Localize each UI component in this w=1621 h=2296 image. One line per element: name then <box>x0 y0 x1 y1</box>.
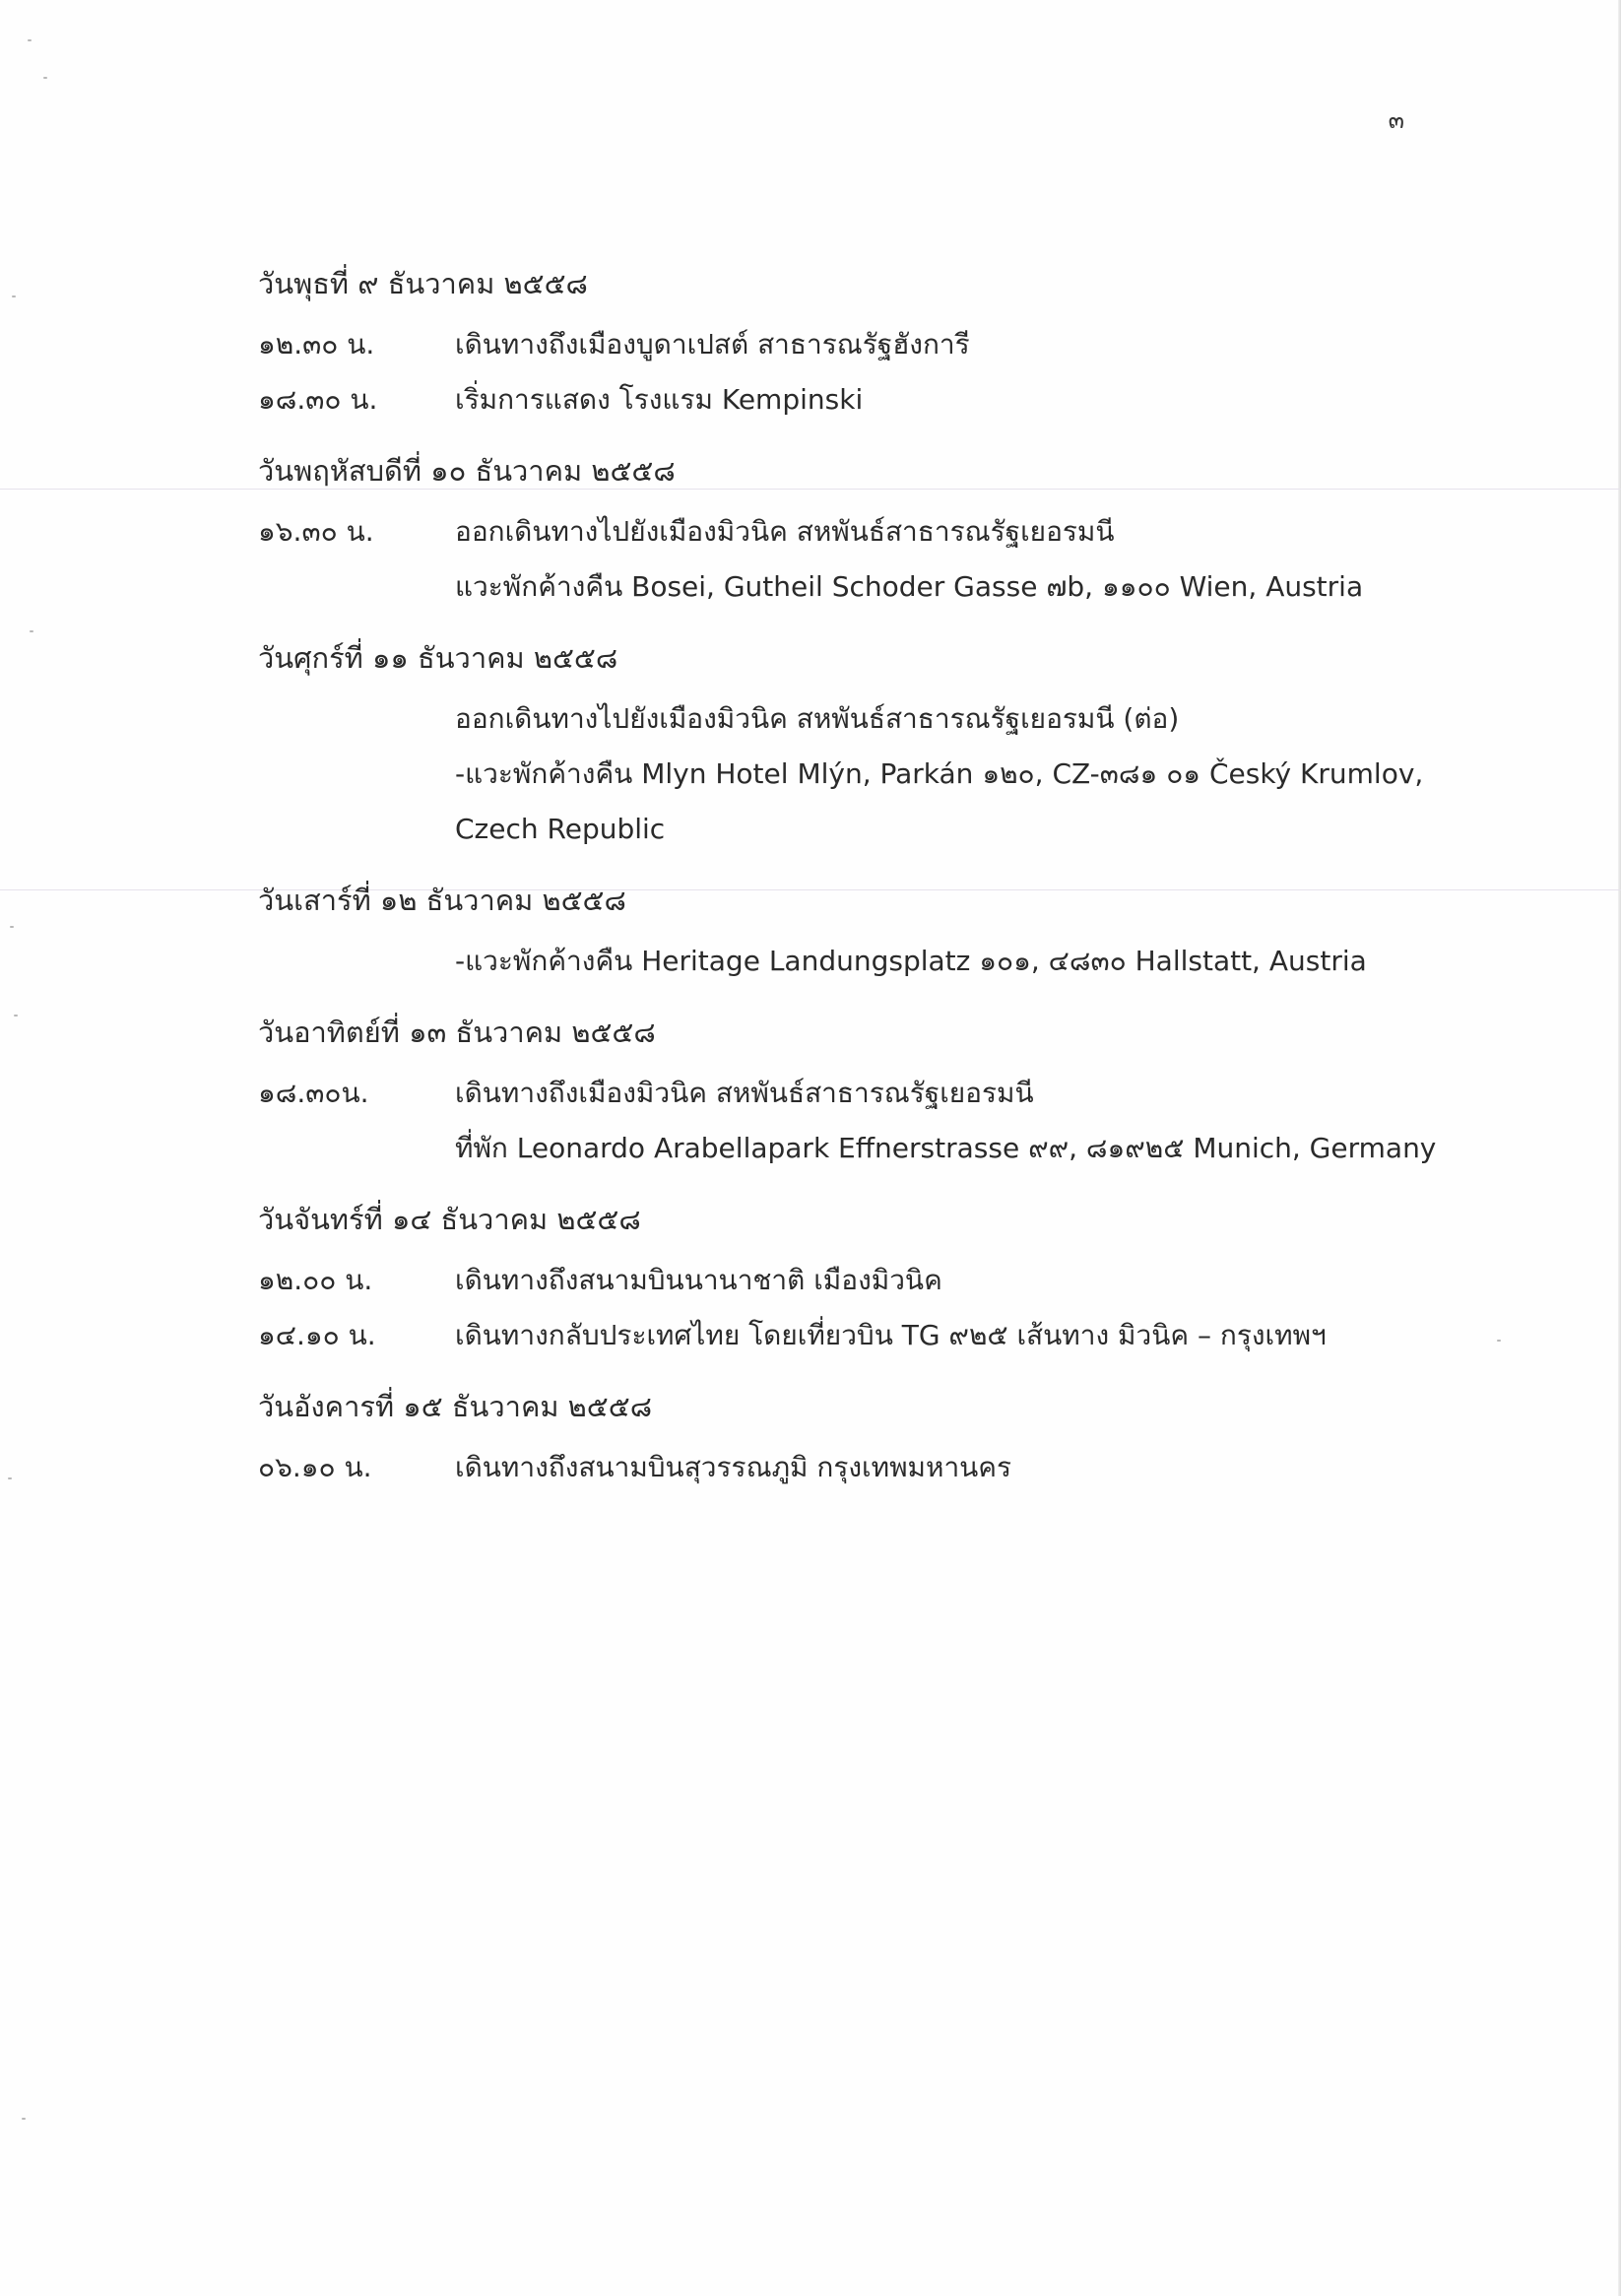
day-title: วันเสาร์ที่ ๑๒ ธันวาคม ๒๕๕๘ <box>258 884 626 917</box>
entry-line: ที่พัก Leonardo Arabellapark Effnerstrasse ๙๙, ๘๑๙๒๕ Munich, Germany <box>455 1132 1437 1164</box>
schedule-entry <box>258 1440 1440 1495</box>
scan-speck <box>22 2118 26 2120</box>
day-section <box>258 1200 1440 1363</box>
entry-time: ๑๘.๓๐ น. <box>258 383 378 416</box>
day-title: วันศุกร์ที่ ๑๑ ธันวาคม ๒๕๕๘ <box>258 641 618 675</box>
day-section <box>258 1387 1440 1495</box>
scan-speck <box>14 1015 18 1017</box>
entry-description <box>455 1440 1440 1495</box>
entry-description <box>455 317 1440 372</box>
entry-description <box>455 372 1440 427</box>
entry-description <box>455 1308 1440 1363</box>
schedule-entry <box>258 1253 1440 1308</box>
entry-time: ๑๘.๓๐น. <box>258 1077 369 1109</box>
scan-speck <box>12 295 16 297</box>
day-title: วันจันทร์ที่ ๑๔ ธันวาคม ๒๕๕๘ <box>258 1203 641 1236</box>
scan-speck <box>10 926 14 928</box>
entry-time: ๑๖.๓๐ น. <box>258 515 374 548</box>
entry-time: ๑๔.๑๐ น. <box>258 1319 376 1351</box>
schedule-entry <box>258 1066 1440 1176</box>
entry-line: แวะพักค้างคืน Bosei, Gutheil Schoder Gasse ๗b, ๑๑๐๐ Wien, Austria <box>455 570 1364 603</box>
scan-speck <box>28 39 32 41</box>
schedule-entry <box>258 504 1440 615</box>
day-title: วันอาทิตย์ที่ ๑๓ ธันวาคม ๒๕๕๘ <box>258 1016 656 1049</box>
schedule-entry <box>258 317 1440 372</box>
schedule-entry <box>258 1308 1440 1363</box>
entry-description <box>455 934 1440 989</box>
day-section <box>258 264 1440 427</box>
entry-description <box>455 1066 1440 1176</box>
day-section <box>258 451 1440 615</box>
schedule-entry <box>258 934 1440 989</box>
entry-description <box>455 504 1440 615</box>
entry-line: เริ่มการแสดง โรงแรม Kempinski <box>455 383 864 416</box>
day-section <box>258 1013 1440 1176</box>
scan-speck <box>8 1477 12 1479</box>
scan-speck <box>30 630 33 632</box>
day-title: วันอังคารที่ ๑๕ ธันวาคม ๒๕๕๘ <box>258 1390 653 1423</box>
entry-time: ๑๒.๐๐ น. <box>258 1264 373 1296</box>
entry-line: -แวะพักค้างคืน Mlyn Hotel Mlýn, Parkán ๑๒๐, CZ-๓๘๑ ๐๑ Český Krumlov, <box>455 757 1424 790</box>
day-title: วันพฤหัสบดีที่ ๑๐ ธันวาคม ๒๕๕๘ <box>258 454 676 488</box>
itinerary-schedule <box>258 264 1440 1519</box>
day-section <box>258 881 1440 989</box>
schedule-entry <box>258 372 1440 427</box>
entry-line: -แวะพักค้างคืน Heritage Landungsplatz ๑๐๑, ๔๘๓๐ Hallstatt, Austria <box>455 945 1367 977</box>
entry-time: ๑๒.๓๐ น. <box>258 328 375 361</box>
entry-line: เดินทางถึงเมืองมิวนิค สหพันธ์สาธารณรัฐเยอรมนี <box>455 1077 1034 1109</box>
day-title: วันพุธที่ ๙ ธันวาคม ๒๕๕๘ <box>258 267 588 300</box>
scan-speck <box>1497 1340 1501 1342</box>
day-section <box>258 638 1440 857</box>
entry-line: เดินทางถึงสนามบินสุวรรณภูมิ กรุงเทพมหานคร <box>455 1451 1012 1483</box>
entry-line: Czech Republic <box>455 813 666 845</box>
entry-line: เดินทางถึงเมืองบูดาเปสต์ สาธารณรัฐฮังการี <box>455 328 970 361</box>
page-number: ๓ <box>1388 106 1404 134</box>
entry-line: ออกเดินทางไปยังเมืองมิวนิค สหพันธ์สาธารณรัฐเยอรมนี (ต่อ) <box>455 702 1180 735</box>
scan-speck <box>43 77 47 79</box>
entry-line: เดินทางถึงสนามบินนานาชาติ เมืองมิวนิค <box>455 1264 942 1296</box>
entry-line: เดินทางกลับประเทศไทย โดยเที่ยวบิน TG ๙๒๕ เส้นทาง มิวนิค – กรุงเทพฯ <box>455 1319 1327 1351</box>
schedule-entry <box>258 691 1440 857</box>
entry-description <box>455 691 1440 857</box>
entry-description <box>455 1253 1440 1308</box>
entry-line: ออกเดินทางไปยังเมืองมิวนิค สหพันธ์สาธารณรัฐเยอรมนี <box>455 515 1115 548</box>
entry-time: ๐๖.๑๐ น. <box>258 1451 372 1483</box>
